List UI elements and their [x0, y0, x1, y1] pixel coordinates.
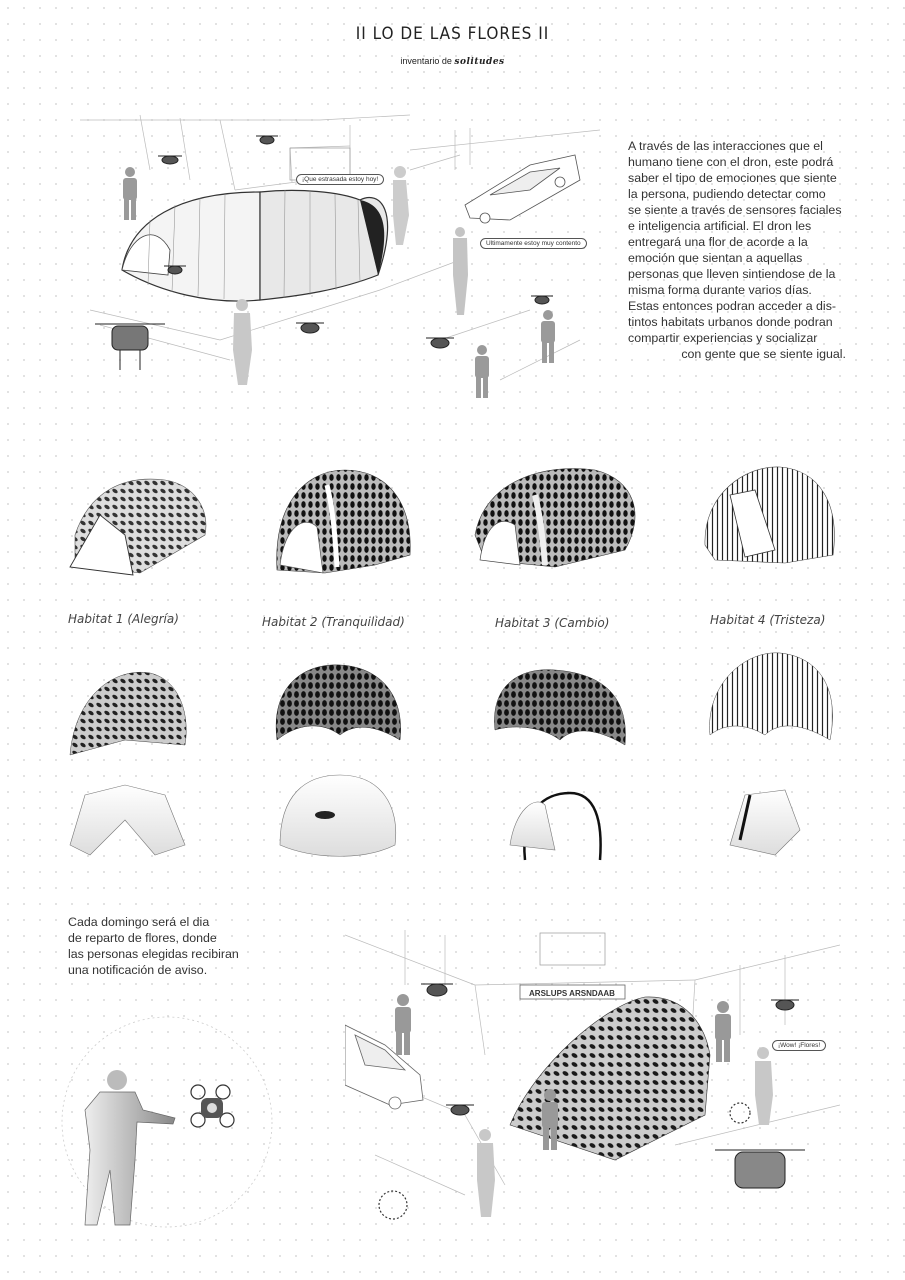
flower-tunnel [510, 997, 710, 1160]
habitat-1-exploded [70, 672, 186, 855]
habitat-3-exterior [475, 469, 635, 567]
intro-line: emoción que sientan a aquellas [628, 251, 803, 265]
intro-line: humano tiene con el dron, este podrá [628, 155, 834, 169]
habitat-3-caption: Habitat 3 (Cambio) [495, 616, 610, 630]
habitat-4-caption: Habitat 4 (Tristeza) [710, 613, 826, 627]
speech-bubble-happy: Ultimamente estoy muy contento [480, 238, 587, 249]
habitat-4-exterior [705, 467, 834, 563]
sunday-line: Cada domingo será el dia [68, 915, 210, 929]
habitat-exterior-row [55, 455, 855, 595]
intro-line: misma forma durante varios días. [628, 283, 812, 297]
speech-bubble-wow: ¡Wow! ¡Flores! [772, 1040, 826, 1051]
car-sketch [465, 155, 580, 223]
sunday-paragraph [68, 914, 288, 978]
bottom-scene-illustration [345, 925, 840, 1225]
habitat-exploded-row [55, 645, 855, 870]
intro-line: tintos habitats urbanos donde podran [628, 315, 833, 329]
habitat-1-caption: Habitat 1 (Alegría) [68, 612, 179, 626]
shop-sign-text: ARSLUPS ARSNDAAB [529, 989, 615, 998]
intro-line: e inteligencia artificial. El dron les [628, 219, 812, 233]
intro-line: con gente que se siente igual. [681, 347, 846, 361]
page-subtitle [0, 56, 905, 67]
habitat-2-exterior [277, 470, 411, 573]
intro-line: A través de las interacciones que el [628, 139, 823, 153]
habitat-1-exterior [70, 479, 206, 575]
car-sketch [345, 1025, 423, 1109]
sunday-line: de reparto de flores, donde [68, 931, 217, 945]
intro-line: entregará una flor de acorde a la [628, 235, 808, 249]
signature-logo: solitudes [454, 57, 505, 67]
page-title: II LO DE LAS FLORES II [355, 24, 550, 44]
person-figure [85, 1070, 175, 1225]
habitat-4-exploded [710, 653, 833, 855]
sunday-line: las personas elegidas recibiran [68, 947, 239, 961]
habitat-3-exploded [494, 670, 625, 860]
intro-line: saber el tipo de emociones que siente [628, 171, 837, 185]
drone-icon [191, 1085, 234, 1127]
tunnel-pavilion [122, 190, 388, 301]
subtitle-prefix: inventario de [400, 56, 452, 66]
intro-line: Estas entonces podran acceder a dis- [628, 299, 837, 313]
intro-paragraph [628, 138, 846, 362]
habitat-2-caption: Habitat 2 (Tranquilidad) [262, 615, 405, 629]
top-scene-illustration [60, 110, 600, 410]
intro-line: se siente a través de sensores faciales [628, 203, 842, 217]
intro-line: la persona, pudiendo detectar como [628, 187, 826, 201]
sunday-line: una notificación de aviso. [68, 963, 208, 977]
intro-line: compartir experiencias y socializar [628, 331, 818, 345]
flower-delivery-illustration [55, 1010, 280, 1235]
intro-line: personas que lleven sintiendose de la [628, 267, 836, 281]
speech-bubble-stressed: ¡Que estrasada estoy hoy! [296, 174, 384, 185]
habitat-2-exploded [276, 665, 401, 856]
